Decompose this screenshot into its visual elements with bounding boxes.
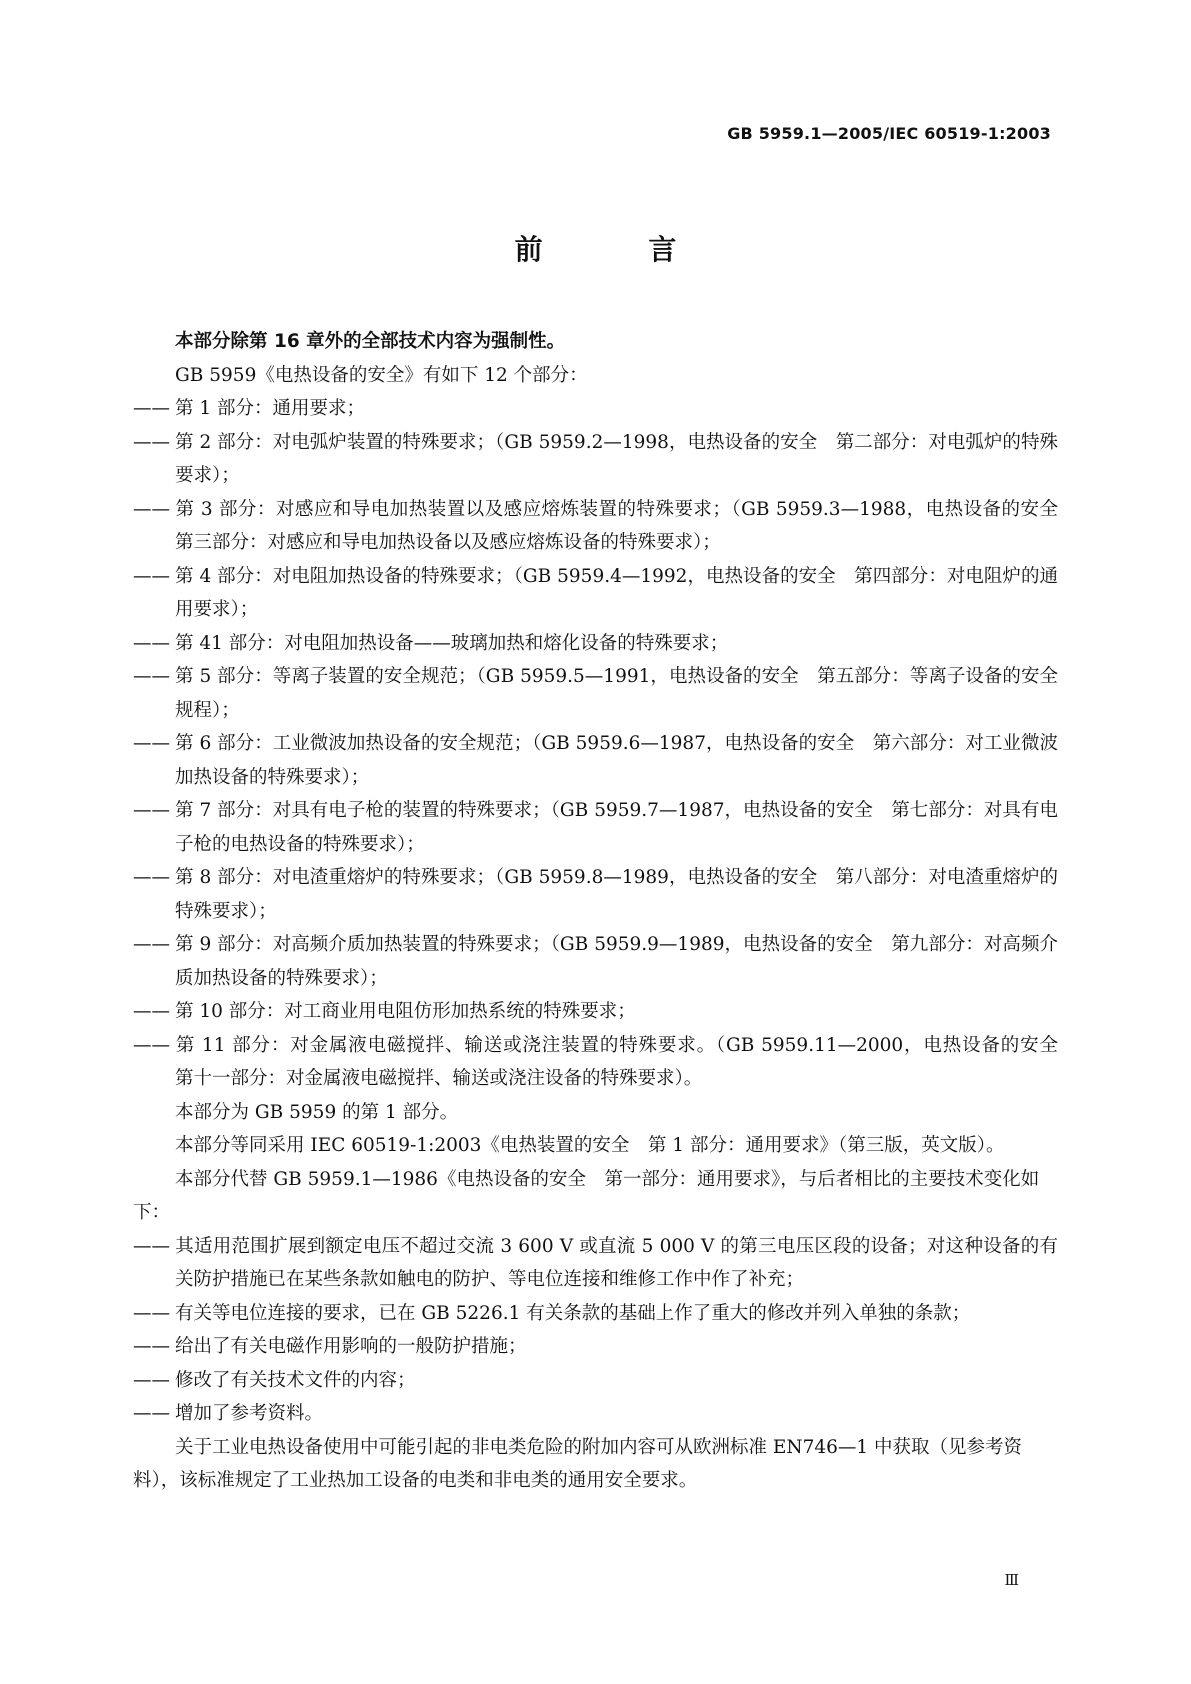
list-item: —— 有关等电位连接的要求，已在 GB 5226.1 有关条款的基础上作了重大的修改并列入单独的条款； [133,1302,971,1324]
list-item: —— 第 4 部分：对电阻加热设备的特殊要求；（GB 5959.4—1992，电热设备的安全 第四部分：对电阻炉的通用要求）； [133,565,1058,620]
page-number: Ⅲ [1004,1571,1019,1589]
list-item: —— 第 41 部分：对电阻加热设备——玻璃加热和熔化设备的特殊要求； [133,632,729,654]
standard-code: GB 5959.1—2005/IEC 60519-1:2003 [727,124,1051,143]
foreword-body [133,325,1077,1498]
list-item: —— 修改了有关技术文件的内容； [133,1369,416,1391]
list-item: —— 第 2 部分：对电弧炉装置的特殊要求；（GB 5959.2—1998，电热设备的安全 第二部分：对电弧炉的特殊要求）； [133,431,1058,486]
list-item: —— 增加了参考资料。 [133,1403,324,1424]
list-item: —— 给出了有关电磁作用影响的一般防护措施； [133,1336,527,1357]
page-title: 前 言 [514,233,725,266]
list-item: —— 第 7 部分：对具有电子枪的装置的特殊要求；（GB 5959.7—1987，电热设备的安全 第七部分：对具有电子枪的电热设备的特殊要求）； [133,800,1058,855]
changes-list [133,1230,1058,1431]
list-item: —— 第 10 部分：对工商业用电阻仿形加热系统的特殊要求； [133,1001,636,1022]
replacement-statement: 本部分代替 GB 5959.1—1986《电热设备的安全 第一部分：通用要求》，与后者相比的主要技术变化如下： [133,1168,1040,1223]
adoption-statement: 本部分等同采用 IEC 60519-1:2003《电热装置的安全 第 1 部分：通用要求》（第三版，英文版）。 [175,1135,1005,1156]
list-item: —— 第 8 部分：对电渣重熔炉的特殊要求；（GB 5959.8—1989，电热设备的安全 第八部分：对电渣重熔炉的特殊要求）； [133,867,1058,922]
parts-intro: GB 5959《电热设备的安全》有如下 12 个部分： [175,364,588,386]
list-item: —— 第 11 部分：对金属液电磁搅拌、输送或浇注装置的特殊要求。（GB 5959.11—2000，电热设备的安全 第十一部分：对金属液电磁搅拌、输送或浇注设备的特殊要求）。 [133,1034,1077,1089]
mandatory-statement: 本部分除第 16 章外的全部技术内容为强制性。 [175,331,566,352]
parts-list [133,392,1077,1096]
list-item: —— 其适用范围扩展到额定电压不超过交流 3 600 V 或直流 5 000 V 的第三电压区段的设备；对这种设备的有关防护措施已在某些条款如触电的防护、等电位连接和维修工作中作了补充； [133,1235,1058,1290]
closing-paragraph: 关于工业电热设备使用中可能引起的非电类危险的附加内容可从欧洲标准 EN746—1 中获取（见参考资料），该标准规定了工业热加工设备的电类和非电类的通用安全要求。 [133,1436,1023,1491]
list-item: —— 第 3 部分：对感应和导电加热装置以及感应熔炼装置的特殊要求；（GB 5959.3—1988，电热设备的安全 第三部分：对感应和导电加热设备以及感应熔炼设备的特殊要求）； [133,498,1077,553]
part-number-statement: 本部分为 GB 5959 的第 1 部分。 [175,1101,459,1123]
list-item: —— 第 5 部分：等离子装置的安全规范；（GB 5959.5—1991，电热设备的安全 第五部分：等离子设备的安全规程）； [133,666,1058,721]
list-item: —— 第 6 部分：工业微波加热设备的安全规范；（GB 5959.6—1987，电热设备的安全 第六部分：对工业微波加热设备的特殊要求）； [133,733,1058,788]
list-item: —— 第 1 部分：通用要求； [133,398,366,419]
list-item: —— 第 9 部分：对高频介质加热装置的特殊要求；（GB 5959.9—1989，电热设备的安全 第九部分：对高频介质加热设备的特殊要求）； [133,934,1058,989]
